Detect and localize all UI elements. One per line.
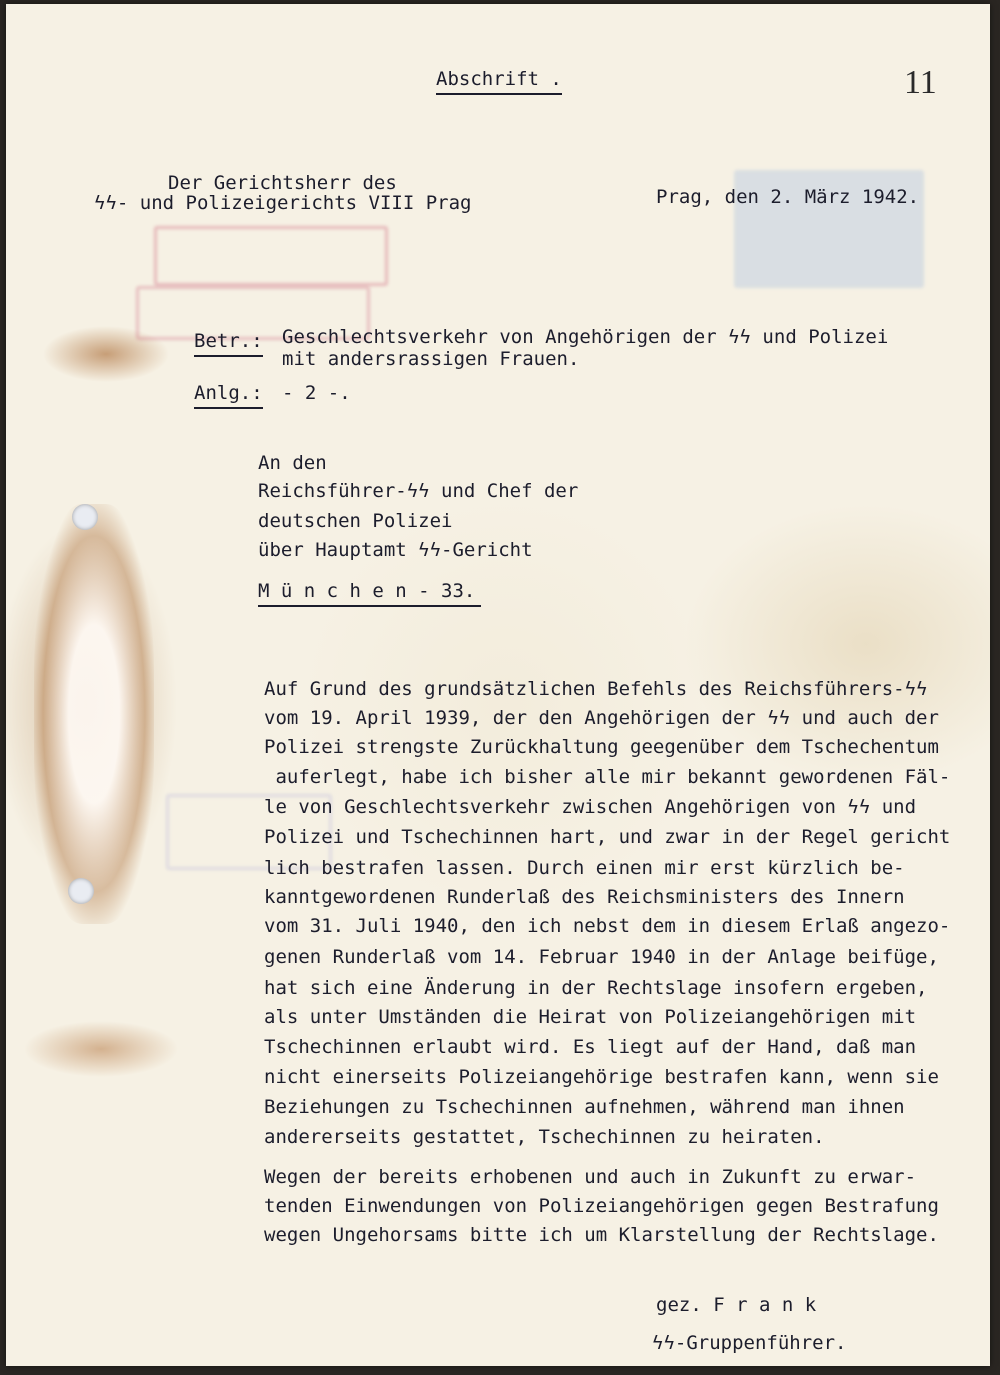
punch-hole (68, 878, 94, 904)
sender-line-1: Der Gerichtsherr des (168, 172, 397, 194)
body-line: Tschechinnen erlaubt wird. Es liegt auf der Hand, daß man (264, 1036, 917, 1058)
body-line: als unter Umständen die Heirat von Polizeiangehörigen mit (264, 1006, 917, 1028)
body-line: Auf Grund des grundsätzlichen Befehls des Reichsführers-ϟϟ (264, 678, 928, 700)
body-line: nicht einerseits Polizeiangehörige bestrafen kann, wenn sie (264, 1066, 939, 1088)
subject-label: Betr.: (194, 332, 263, 357)
body-line: auferlegt, habe ich bisher alle mir bekannt gewordenen Fäl- (264, 766, 951, 788)
recipient-line-2: Reichsführer-ϟϟ und Chef der (258, 480, 579, 502)
document-title: Abschrift . (436, 70, 562, 95)
enclosure-value: - 2 -. (282, 382, 351, 404)
body-line: le von Geschlechtsverkehr zwischen Angehörigen von ϟϟ und (264, 796, 917, 818)
body-line: kanntgewordenen Runderlaß des Reichsministers des Innern (264, 886, 905, 908)
red-stamp-box (154, 226, 388, 286)
enclosure-label: Anlg.: (194, 384, 263, 409)
subject-line-2: mit andersrassigen Frauen. (282, 348, 580, 370)
body-line: Polizei strengste Zurückhaltung geegenüber dem Tschechentum (264, 736, 939, 758)
folio-number: 11 (904, 64, 937, 101)
recipient-line-4: über Hauptamt ϟϟ-Gericht (258, 539, 533, 561)
recipient-city: M ü n c h e n - 33. (258, 582, 481, 607)
punch-hole (72, 504, 98, 530)
body-line: vom 31. Juli 1940, den ich nebst dem in diesem Erlaß angezo- (264, 915, 951, 937)
burn-mark (34, 504, 154, 924)
body-line: Wegen der bereits erhobenen und auch in Zukunft zu erwar- (264, 1166, 917, 1188)
recipient-line-1: An den (258, 452, 327, 474)
signature-name: gez. F r a n k (656, 1294, 817, 1316)
signature-rank: ϟϟ-Gruppenführer. (652, 1332, 847, 1354)
place-date: Prag, den 2. März 1942. (656, 186, 920, 208)
body-line: Beziehungen zu Tschechinnen aufnehmen, während man ihnen (264, 1096, 905, 1118)
sender-line-2: ϟϟ- und Polizeigerichts VIII Prag (94, 192, 472, 214)
body-line: hat sich eine Änderung in der Rechtslage insofern ergeben, (264, 977, 928, 999)
body-line: wegen Ungehorsams bitte ich um Klarstellung der Rechtslage. (264, 1224, 939, 1246)
body-line: vom 19. April 1939, der den Angehörigen der ϟϟ und auch der (264, 707, 939, 729)
subject-line-1: Geschlechtsverkehr von Angehörigen der ϟϟ und Polizei (282, 326, 889, 348)
body-line: lich bestrafen lassen. Durch einen mir erst kürzlich be- (264, 857, 905, 879)
body-line: tenden Einwendungen von Polizeiangehörigen gegen Bestrafung (264, 1195, 939, 1217)
body-line: genen Runderlaß vom 14. Februar 1940 in der Anlage beifüge, (264, 946, 939, 968)
recipient-line-3: deutschen Polizei (258, 510, 453, 532)
body-line: Polizei und Tschechinnen hart, und zwar in der Regel gericht (264, 826, 951, 848)
body-line: andererseits gestattet, Tschechinnen zu heiraten. (264, 1126, 825, 1148)
document-page (6, 4, 990, 1366)
